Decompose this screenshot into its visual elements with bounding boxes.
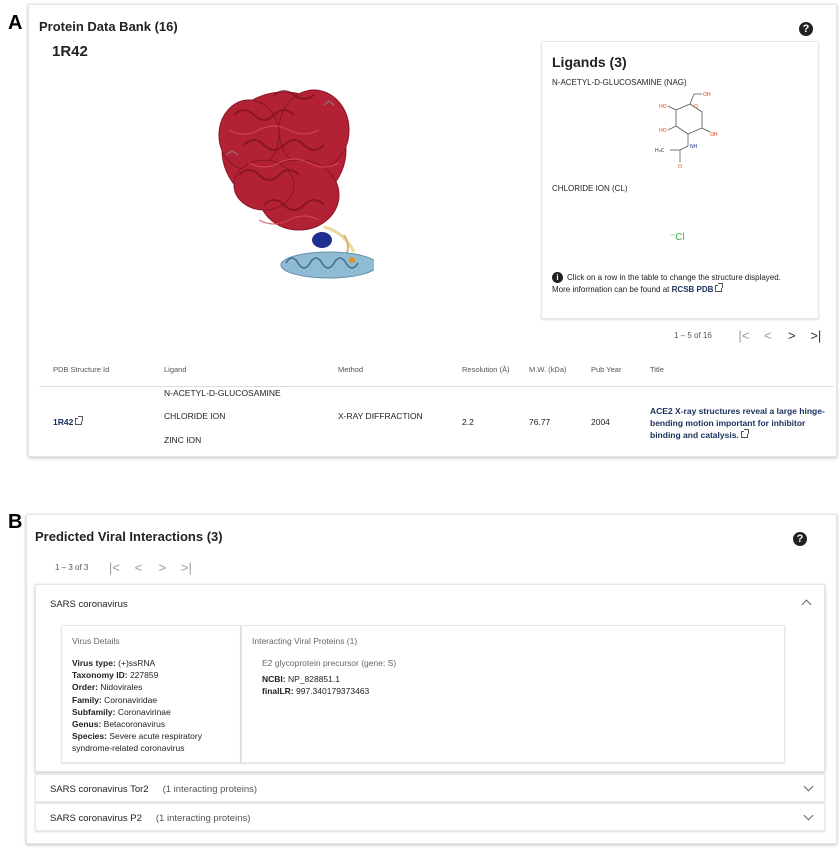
info-text: Click on a row in the table to change the structure displayed.	[567, 273, 781, 282]
external-link-icon[interactable]	[75, 418, 82, 425]
protein-structure-viewer[interactable]	[204, 75, 374, 290]
detail-species: Species: Severe acute respiratory	[72, 731, 202, 742]
ligand-name-cl: CHLORIDE ION (CL)	[552, 184, 628, 193]
row-resolution: 2.2	[462, 417, 474, 427]
external-link-icon[interactable]	[715, 285, 722, 292]
accordion-sars-tor2[interactable]	[35, 774, 825, 802]
detail-order: Order: Nidovirales	[72, 682, 143, 693]
panel-letter-b: B	[8, 511, 23, 533]
pager-range: 1 – 3 of 3	[55, 563, 89, 572]
col-header-mw[interactable]: M.W. (kDa)	[529, 365, 567, 374]
accordion-sars-p2[interactable]	[35, 803, 825, 831]
more-info-text: More information can be found at	[552, 285, 670, 294]
pdb-card-title: Protein Data Bank (16)	[39, 19, 178, 34]
ligand-name-nag: N-ACETYL-D-GLUCOSAMINE (NAG)	[552, 78, 687, 87]
help-icon[interactable]: ?	[799, 22, 813, 36]
accordion-title: SARS coronavirus P2 (1 interacting proteins)	[50, 813, 251, 824]
svg-text:O: O	[678, 164, 682, 170]
col-header-title[interactable]: Title	[650, 365, 664, 374]
col-header-resolution[interactable]: Resolution (Å)	[462, 365, 510, 374]
rcsb-link[interactable]: RCSB PDB	[671, 285, 714, 294]
pdb-card	[28, 4, 837, 457]
ligand-info	[552, 272, 816, 296]
detail-family: Family: Coronaviridae	[72, 694, 158, 705]
svg-text:O: O	[694, 104, 698, 110]
detail-subfamily: Subfamily: Coronavirinae	[72, 706, 171, 717]
row-title-link[interactable]: ACE2 X-ray structures reveal a large hinge- bending motion important for inhibitor binding and catalysis.	[650, 406, 825, 440]
row-ligand-1: N-ACETYL-D-GLUCOSAMINE	[164, 388, 281, 398]
ligands-title: Ligands (3)	[552, 54, 627, 70]
help-icon[interactable]: ?	[793, 532, 807, 546]
viral-pager	[55, 560, 198, 575]
protein-finallr: finalLR: 997.340179373463	[262, 686, 370, 696]
detail-genus: Genus: Betacoronavirus	[72, 719, 166, 730]
table-divider	[39, 386, 834, 387]
virus-details-heading: Virus Details	[72, 636, 120, 646]
interacting-proteins-card	[241, 625, 785, 763]
col-header-year[interactable]: Pub Year	[591, 365, 622, 374]
svg-text:H₃C: H₃C	[655, 148, 665, 154]
prev-page-icon[interactable]: <	[764, 328, 772, 343]
virus-details-list	[72, 657, 202, 755]
col-header-pdb-id[interactable]: PDB Structure Id	[53, 365, 110, 374]
col-header-method[interactable]: Method	[338, 365, 364, 374]
svg-text:OH: OH	[703, 92, 711, 98]
pager-range: 1 – 5 of 16	[674, 331, 712, 340]
accordion-sars-coronavirus	[35, 584, 825, 772]
last-page-icon[interactable]: >|	[810, 328, 822, 343]
first-page-icon[interactable]: |<	[108, 560, 120, 575]
chevron-down-icon[interactable]	[804, 782, 814, 792]
svg-text:NH: NH	[690, 144, 698, 150]
viral-interactions-title: Predicted Viral Interactions (3)	[35, 529, 223, 544]
row-method: X-RAY DIFFRACTION	[338, 411, 423, 421]
protein-name: E2 glycoprotein precursor (gene: S)	[262, 658, 397, 668]
svg-text:HO: HO	[659, 104, 667, 110]
structure-id-heading: 1R42	[52, 43, 88, 60]
detail-taxonomy-id: Taxonomy ID: 227859	[72, 670, 159, 681]
virus-details-card	[61, 625, 241, 763]
pdb-pager	[674, 328, 828, 343]
next-page-icon[interactable]: >	[788, 328, 796, 343]
first-page-icon[interactable]: |<	[738, 328, 750, 343]
chevron-up-icon[interactable]	[802, 600, 812, 610]
last-page-icon[interactable]: >|	[180, 560, 192, 575]
chloride-formula: ⁻Cl	[670, 232, 685, 243]
row-mw: 76.77	[529, 417, 551, 427]
detail-species-cont: syndrome-related coronavirus	[72, 743, 185, 754]
protein-ncbi: NCBI: NP_828851.1	[262, 674, 340, 684]
row-pdb-id[interactable]: 1R42	[53, 417, 82, 427]
chevron-down-icon[interactable]	[804, 811, 814, 821]
info-icon: i	[552, 272, 563, 283]
detail-virus-type: Virus type: (+)ssRNA	[72, 658, 156, 668]
ligands-card	[541, 41, 819, 319]
nag-structure-image	[650, 92, 722, 174]
interacting-proteins-heading: Interacting Viral Proteins (1)	[252, 636, 358, 646]
col-header-ligand[interactable]: Ligand	[164, 365, 187, 374]
row-ligand-2: CHLORIDE ION	[164, 411, 226, 421]
svg-text:HO: HO	[659, 128, 667, 134]
prev-page-icon[interactable]: <	[134, 560, 143, 575]
accordion-title: SARS coronavirus Tor2 (1 interacting proteins)	[50, 784, 258, 795]
row-year: 2004	[591, 417, 610, 427]
row-ligand-3: ZINC ION	[164, 435, 202, 445]
accordion-title[interactable]: SARS coronavirus	[50, 599, 128, 610]
next-page-icon[interactable]: >	[158, 560, 167, 575]
external-link-icon[interactable]	[741, 431, 748, 438]
panel-letter-a: A	[8, 12, 23, 34]
svg-text:OH: OH	[710, 132, 718, 138]
